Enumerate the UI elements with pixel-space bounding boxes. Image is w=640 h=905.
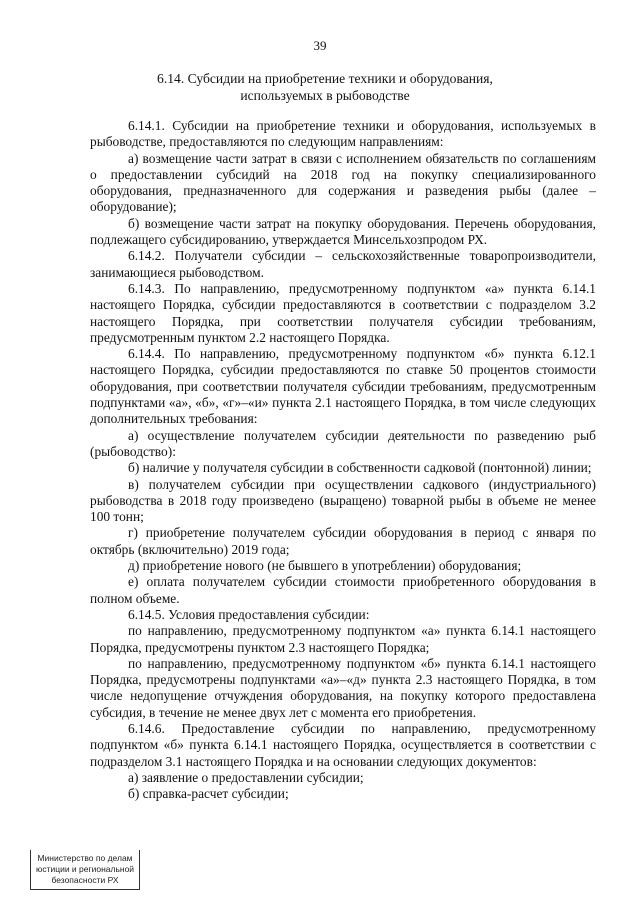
stamp-line-1: Министерство по делам bbox=[37, 853, 133, 863]
document-body bbox=[90, 118, 596, 802]
paragraph: г) приобретение получателем субсидии оборудования в период с января по октябрь (включительно) 2019 года; bbox=[90, 525, 596, 557]
section-heading bbox=[112, 70, 538, 104]
section-heading-line-1: 6.14. Субсидии на приобретение техники и оборудования, bbox=[157, 71, 493, 86]
paragraph: б) возмещение части затрат на покупку оборудования. Перечень оборудования, подлежащего субсидированию, утверждается Минсельхозпродом РХ. bbox=[90, 215, 596, 248]
paragraph: по направлению, предусмотренному подпунктом «а» пункта 6.14.1 настоящего Порядка, предусмотрены пунктом 2.3 настоящего Порядка; bbox=[90, 623, 596, 655]
paragraph: 6.14.3. По направлению, предусмотренному подпунктом «а» пункта 6.14.1 настоящего Порядка, субсидии предоставляются в соответствии с подразделом 3.2 настоящего Порядка, при соответствии получателя субсидии требованиям, предусмотренным пунктом 2.2 настоящего Порядка. bbox=[90, 280, 596, 345]
paragraph: 6.14.2. Получатели субсидии – сельскохозяйственные товаропроизводители, занимающиеся рыбоводством. bbox=[90, 248, 596, 280]
paragraph: е) оплата получателем субсидии стоимости приобретенного оборудования в полном объеме. bbox=[90, 574, 596, 606]
paragraph: а) осуществление получателем субсидии деятельности по разведению рыб (рыбоводство): bbox=[90, 427, 596, 459]
page-number: 39 bbox=[313, 38, 327, 53]
paragraph: а) возмещение части затрат в связи с исполнением обязательств по соглашениям о предоставлении субсидий на 2018 год на покупку специализированного оборудования, предназначенного для содержания и разведения рыбы (далее – оборудование); bbox=[90, 150, 596, 215]
paragraph: 6.14.1. Субсидии на приобретение техники и оборудования, используемых в рыбоводстве, предоставляются по следующим направлениям: bbox=[90, 118, 596, 150]
stamp-line-3: безопасности РХ bbox=[51, 875, 119, 885]
section-heading-line-2: используемых в рыбоводстве bbox=[240, 88, 410, 103]
paragraph: 6.14.6. Предоставление субсидии по направлению, предусмотренному подпунктом «б» пункта 6.14.1 настоящего Порядка, осуществляется в соответствии с подразделом 3.1 настоящего Порядка и на основании следующих документов: bbox=[90, 720, 596, 769]
ministry-stamp bbox=[30, 850, 140, 890]
paragraph: б) наличие у получателя субсидии в собственности садковой (понтонной) линии; bbox=[128, 460, 592, 476]
paragraph: б) справка-расчет субсидии; bbox=[128, 786, 289, 802]
paragraph: 6.14.5. Условия предоставления субсидии: bbox=[128, 606, 370, 622]
paragraph: д) приобретение нового (не бывшего в употреблении) оборудования; bbox=[128, 558, 522, 574]
stamp-line-2: юстиции и региональной bbox=[35, 864, 135, 874]
paragraph: а) заявление о предоставлении субсидии; bbox=[128, 769, 364, 785]
paragraph: в) получателем субсидии при осуществлении садкового (индустриального) рыбоводства в 2018 году произведено (выращено) товарной рыбы в объеме не менее 100 тонн; bbox=[90, 476, 596, 525]
paragraph: по направлению, предусмотренному подпунктом «б» пункта 6.14.1 настоящего Порядка, предусмотрены подпунктами «а»–«д» пункта 2.3 настоящего Порядка, в том числе недопущение отчуждения оборудования, на покупку которого предоставлена субсидия, в течение не менее двух лет с момента его приобретения. bbox=[90, 655, 596, 720]
paragraph: 6.14.4. По направлению, предусмотренному подпунктом «б» пункта 6.12.1 настоящего Порядка, субсидии предоставляются по ставке 50 процентов стоимости оборудования, при соответствии получателя субсидии требованиям, предусмотренным подпунктами «а», «б», «г»–«и» пункта 2.1 настоящего Порядка, в том числе следующих дополнительных требования: bbox=[90, 346, 596, 427]
